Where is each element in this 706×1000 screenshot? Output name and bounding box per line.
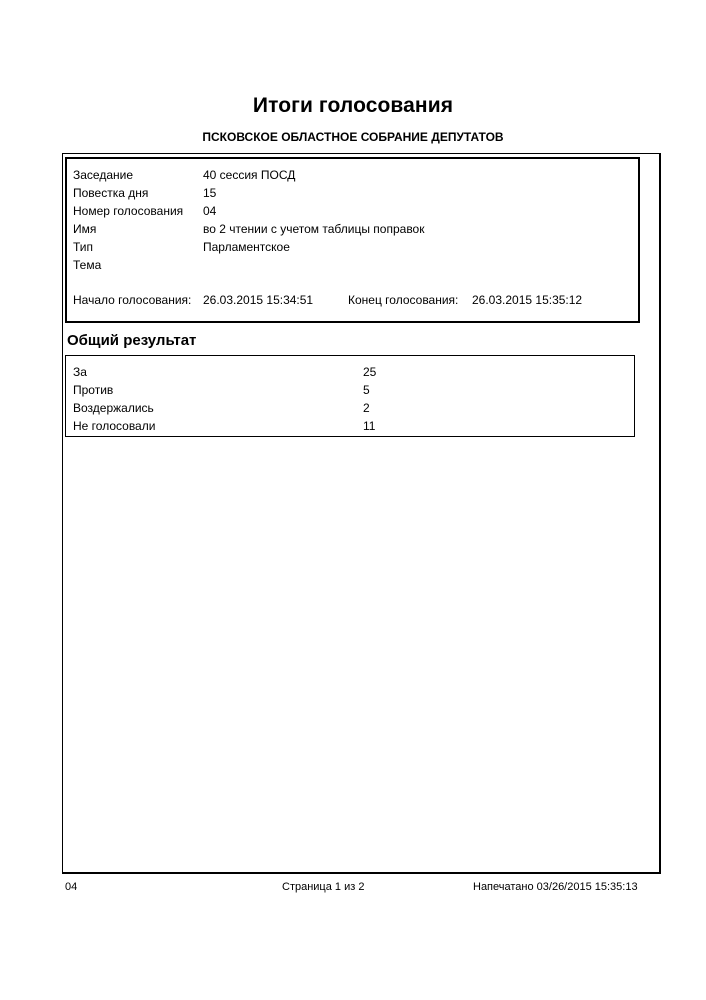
document-title: Итоги голосования [252, 94, 454, 117]
result-row-label: Не голосовали [73, 419, 156, 433]
result-row-value: 2 [363, 401, 370, 415]
name-label: Имя [73, 222, 97, 236]
result-row-value: 11 [363, 419, 376, 433]
agenda-value: 15 [203, 186, 217, 200]
session-value: 40 сессия ПОСД [203, 168, 296, 182]
results-heading: Общий результат [67, 332, 197, 349]
result-row-value: 5 [363, 383, 370, 397]
type-label: Тип [73, 240, 94, 254]
result-row-value: 25 [363, 365, 377, 379]
result-row-label: За [73, 365, 87, 379]
end-label: Конец голосования: [348, 293, 459, 307]
result-row-label: Против [73, 383, 114, 397]
result-row-label: Воздержались [73, 401, 154, 415]
agenda-label: Повестка дня [73, 186, 149, 200]
session-label: Заседание [73, 168, 134, 182]
start-label: Начало голосования: [73, 293, 192, 307]
type-value: Парламентское [203, 240, 290, 254]
vote-number-label: Номер голосования [73, 204, 184, 218]
name-value: во 2 чтении с учетом таблицы поправок [203, 222, 425, 236]
vote-number-value: 04 [203, 204, 217, 218]
footer-printed-date: Напечатано 03/26/2015 15:35:13 [473, 881, 638, 893]
end-value: 26.03.2015 15:35:12 [472, 293, 583, 307]
footer-vote-number: 04 [65, 881, 78, 893]
start-value: 26.03.2015 15:34:51 [203, 293, 314, 307]
topic-label: Тема [73, 258, 102, 272]
document-subtitle: ПСКОВСКОЕ ОБЛАСТНОЕ СОБРАНИЕ ДЕПУТАТОВ [202, 130, 504, 144]
footer-page-number: Страница 1 из 2 [282, 881, 365, 893]
